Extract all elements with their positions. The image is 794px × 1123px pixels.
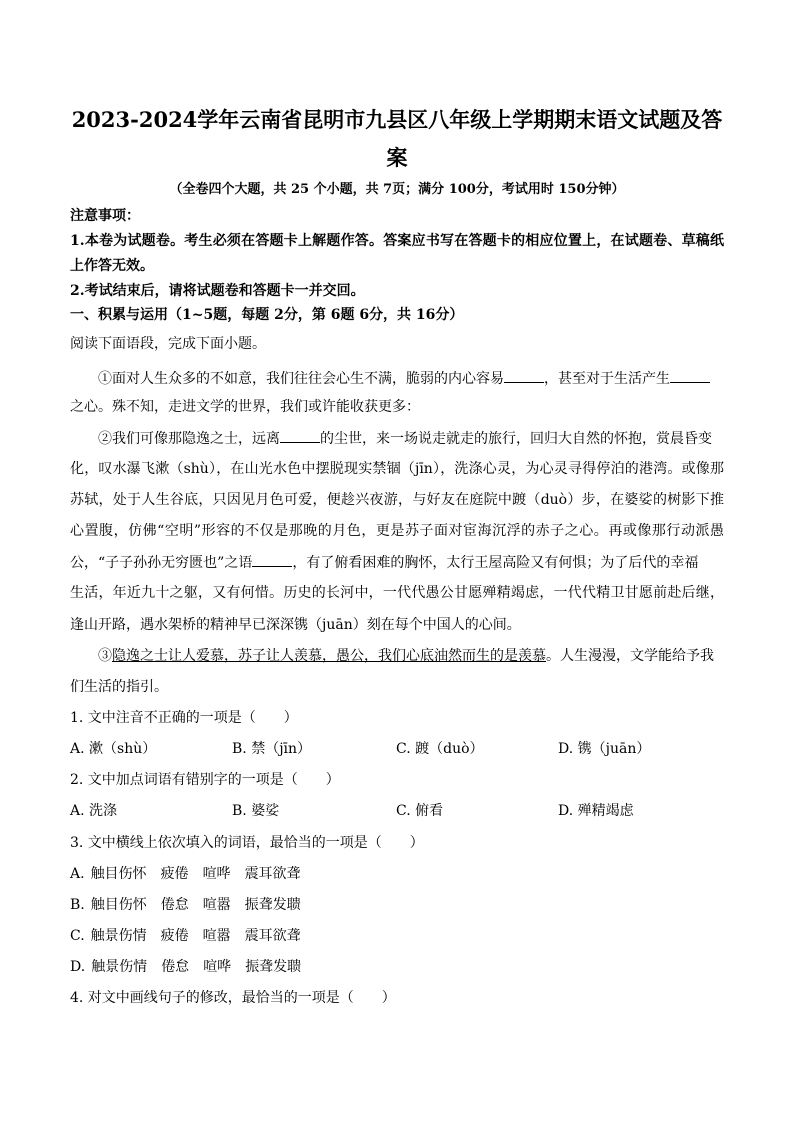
document-title-continued: 案 — [386, 145, 408, 170]
question-1-option-a: A. 漱（shù） — [70, 741, 157, 757]
paragraph-2-line: 化，叹水瀑飞漱（shù），在山光水色中摆脱现实禁锢（jīn），洗涤心灵，为心灵寻得停泊的港湾。或像那 — [70, 461, 724, 477]
notice-heading: 注意事项： — [70, 208, 140, 224]
fill-blank — [280, 428, 320, 443]
paragraph-1-line — [98, 368, 724, 389]
paragraph-1-line: 之心。殊不知，走进文学的世界，我们或许能收获更多： — [70, 399, 420, 415]
question-3-option-a — [70, 864, 315, 884]
word: 疲倦 — [160, 928, 189, 944]
question-2-option-a: A. 洗涤 — [70, 803, 118, 819]
question-2-option-b: B. 婆娑 — [232, 803, 280, 819]
question-1-option-c: C. 踱（duò） — [396, 741, 484, 757]
word: 振聋发聩 — [244, 897, 301, 913]
word: 喧嚣 — [202, 897, 231, 913]
word: 触目伤怀 — [90, 897, 147, 913]
question-1-stem: 1. 文中注音不正确的一项是（ ） — [70, 710, 298, 726]
word: 触目伤怀 — [90, 866, 147, 882]
text: 的尘世，来一场说走就走的旅行，回归大自然的怀抱，赏晨昏变 — [320, 431, 712, 447]
document-title: 2023-2024学年云南省昆明市九县区八年级上学期期末语文试题及答 — [71, 107, 723, 132]
underlined-sentence: 隐逸之士让人爱慕，苏子让人羡慕，愚公，我们心底油然而生的是羡慕 — [112, 648, 546, 664]
question-2-option-d: D. 殚精竭虑 — [558, 803, 634, 819]
paragraph-2-line — [70, 552, 724, 573]
text: ，有了俯看困难的胸怀，太行王屋高险又有何惧；为了后代的幸福 — [292, 555, 699, 571]
text: ①面对人生众多的不如意，我们往往会心生不满，脆弱的内心容易 — [98, 371, 504, 387]
section-heading: 一、积累与运用（1~5题，每题 2分，第 6题 6分，共 16分） — [70, 307, 464, 323]
text: ，甚至对于生活产生 — [544, 371, 670, 387]
option-label: C. — [70, 928, 85, 944]
word: 触景伤情 — [90, 928, 147, 944]
question-1-option-b: B. 禁（jīn） — [232, 741, 312, 757]
question-3-option-b — [70, 895, 315, 915]
option-label: A. — [70, 866, 85, 882]
reading-instruction: 阅读下面语段，完成下面小题。 — [70, 336, 266, 352]
question-3-option-d — [70, 957, 315, 977]
paragraph-2-line — [98, 428, 724, 449]
exam-info: （全卷四个大题，共 25 个小题，共 7页；满分 100分，考试用时 150分钟） — [169, 182, 625, 197]
fill-blank — [504, 368, 544, 383]
word: 振聋发聩 — [245, 959, 302, 975]
paragraph-3-line — [98, 646, 724, 666]
question-3-option-c — [70, 926, 315, 946]
notice-item-1: 1.本卷为试题卷。考生必须在答题卡上解题作答。答案应书写在答题卡的相应位置上，在试题卷、草稿纸 — [70, 233, 724, 249]
notice-item-1-cont: 上作答无效。 — [70, 258, 154, 274]
paragraph-2-line: 生活，年近九十之躯，又有何惜。历史的长河中，一代代愚公甘愿殚精竭虑，一代代精卫甘愿前赴后继， — [70, 585, 724, 601]
paragraph-2-line: 逢山开路，遇水架桥的精神早已深深镌（juān）刻在每个中国人的心间。 — [70, 617, 521, 633]
fill-blank — [252, 552, 292, 567]
question-1-option-d: D. 镌（juān） — [558, 741, 651, 757]
word: 震耳欲聋 — [244, 866, 301, 882]
text: 公，“子子孙孙无穷匮也”之语 — [70, 555, 253, 571]
question-2-stem: 2. 文中加点词语有错别字的一项是（ ） — [70, 772, 340, 788]
question-3-stem: 3. 文中横线上依次填入的词语，最恰当的一项是（ ） — [70, 835, 424, 851]
word: 喧嚣 — [202, 928, 231, 944]
word: 倦怠 — [161, 959, 190, 975]
text: 。人生漫漫，文学能给予我 — [546, 648, 714, 664]
paragraph-2-line: 苏轼，处于人生谷底，只因见月色可爱，便趁兴夜游，与好友在庭院中踱（duò）步，在婆娑的树影下推 — [70, 492, 724, 508]
word: 震耳欲聋 — [244, 928, 301, 944]
word: 倦怠 — [160, 897, 189, 913]
word: 触景伤情 — [91, 959, 148, 975]
text: ②我们可像那隐逸之士，远离 — [98, 431, 280, 447]
question-2-option-c: C. 俯看 — [396, 803, 444, 819]
question-4-stem: 4. 对文中画线句子的修改，最恰当的一项是（ ） — [70, 990, 396, 1006]
option-label: D. — [70, 959, 86, 975]
option-label: B. — [70, 897, 85, 913]
word: 喧哗 — [203, 959, 232, 975]
notice-item-2: 2.考试结束后，请将试题卷和答题卡一并交回。 — [70, 283, 365, 299]
paragraph-3-line: 们生活的指引。 — [70, 679, 168, 695]
word: 疲倦 — [160, 866, 189, 882]
fill-blank — [670, 368, 710, 383]
text: ③ — [98, 648, 112, 664]
word: 喧哗 — [202, 866, 231, 882]
paragraph-2-line: 心置腹，仿佛“空明”形容的不仅是那晚的月色，更是苏子面对宦海沉浮的赤子之心。再或像那行动派愚 — [70, 523, 724, 539]
